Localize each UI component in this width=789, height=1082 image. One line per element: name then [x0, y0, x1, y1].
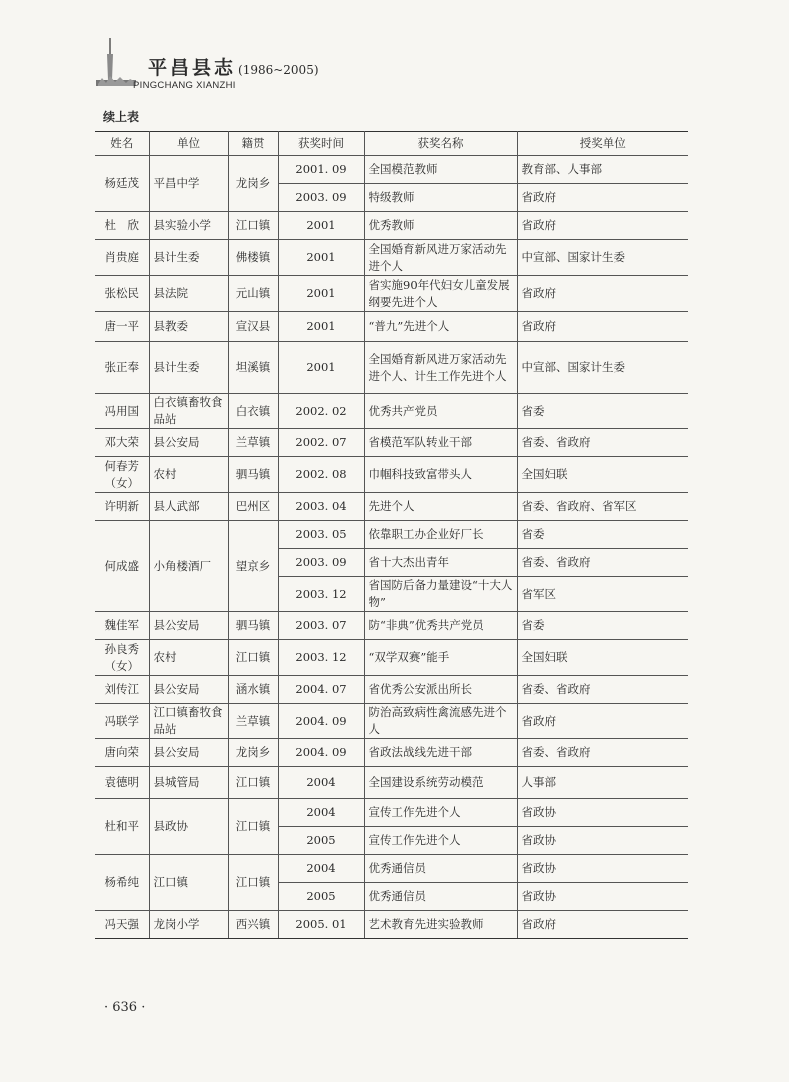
cell-award: 特级教师: [364, 184, 517, 212]
col-header-time: 获奖时间: [278, 132, 364, 156]
cell-award: 省国防后备力量建设“十大人物”: [364, 577, 517, 612]
cell-name: 张正奉: [95, 342, 149, 394]
cell-grantor: 全国妇联: [517, 457, 688, 493]
cell-award: 优秀通信员: [364, 883, 517, 911]
cell-origin: 江口镇: [228, 767, 278, 799]
cell-name: 刘传江: [95, 676, 149, 704]
cell-origin: 白衣镇: [228, 394, 278, 429]
cell-unit: 县教委: [149, 312, 228, 342]
cell-name: 冯用国: [95, 394, 149, 429]
cell-grantor: 省政府: [517, 312, 688, 342]
table-row: [95, 394, 688, 429]
cell-award: 宣传工作先进个人: [364, 799, 517, 827]
table-row: [95, 212, 688, 240]
cell-name: 杨希纯: [95, 855, 149, 911]
cell-unit: 县人武部: [149, 493, 228, 521]
cell-award: 先进个人: [364, 493, 517, 521]
cell-origin: 元山镇: [228, 276, 278, 312]
cell-name: 唐向荣: [95, 739, 149, 767]
cell-unit: 平昌中学: [149, 156, 228, 212]
cell-origin: 宣汉县: [228, 312, 278, 342]
cell-unit: 县公安局: [149, 739, 228, 767]
cell-origin: 涵水镇: [228, 676, 278, 704]
cell-award: 省十大杰出青年: [364, 549, 517, 577]
page-header: [96, 36, 356, 96]
cell-award: 宣传工作先进个人: [364, 827, 517, 855]
table-row: [95, 676, 688, 704]
cell-origin: 江口镇: [228, 212, 278, 240]
table-row: [95, 156, 688, 184]
cell-time: 2004: [278, 855, 364, 883]
cell-origin: 兰草镇: [228, 429, 278, 457]
col-header-award: 获奖名称: [364, 132, 517, 156]
cell-grantor: 中宣部、国家计生委: [517, 240, 688, 276]
cell-award: 艺术教育先进实验教师: [364, 911, 517, 939]
cell-time: 2003. 12: [278, 577, 364, 612]
cell-grantor: 省政协: [517, 799, 688, 827]
cell-name: 孙良秀（女）: [95, 640, 149, 676]
cell-time: 2003. 05: [278, 521, 364, 549]
cell-name: 许明新: [95, 493, 149, 521]
cell-grantor: 省委: [517, 394, 688, 429]
cell-name: 杜 欣: [95, 212, 149, 240]
cell-grantor: 教育部、人事部: [517, 156, 688, 184]
page-number: · 636 ·: [104, 1000, 146, 1015]
cell-grantor: 省政协: [517, 855, 688, 883]
cell-name: 邓大荣: [95, 429, 149, 457]
book-years: (1986~2005): [238, 63, 319, 77]
cell-time: 2004. 09: [278, 739, 364, 767]
cell-origin: 江口镇: [228, 799, 278, 855]
cell-name: 杨廷茂: [95, 156, 149, 212]
cell-grantor: 全国妇联: [517, 640, 688, 676]
table-row: [95, 855, 688, 883]
cell-name: 何春芳（女）: [95, 457, 149, 493]
cell-grantor: 省委: [517, 521, 688, 549]
cell-unit: 江口镇: [149, 855, 228, 911]
cell-grantor: 省政府: [517, 911, 688, 939]
cell-time: 2002. 07: [278, 429, 364, 457]
cell-time: 2003. 09: [278, 184, 364, 212]
cell-unit: 县公安局: [149, 429, 228, 457]
table-header-row: [95, 132, 688, 156]
cell-unit: 白衣镇畜牧食品站: [149, 394, 228, 429]
cell-award: 优秀通信员: [364, 855, 517, 883]
cell-unit: 县公安局: [149, 676, 228, 704]
cell-grantor: 省政协: [517, 827, 688, 855]
col-header-grantor: 授奖单位: [517, 132, 688, 156]
cell-time: 2004. 09: [278, 704, 364, 739]
cell-grantor: 人事部: [517, 767, 688, 799]
table-row: [95, 429, 688, 457]
cell-name: 何成盛: [95, 521, 149, 612]
cell-time: 2001: [278, 312, 364, 342]
cell-unit: 小角楼酒厂: [149, 521, 228, 612]
cell-origin: 兰草镇: [228, 704, 278, 739]
cell-grantor: 省委、省政府: [517, 429, 688, 457]
tower-logo-icon: [96, 36, 136, 92]
cell-award: 省模范军队转业干部: [364, 429, 517, 457]
table-row: [95, 612, 688, 640]
cell-time: 2003. 04: [278, 493, 364, 521]
book-title-en: PINGCHANG XIANZHI: [133, 80, 236, 91]
cell-time: 2004: [278, 767, 364, 799]
cell-award: “普九”先进个人: [364, 312, 517, 342]
cell-grantor: 省委、省政府: [517, 739, 688, 767]
cell-name: 冯联学: [95, 704, 149, 739]
table-caption: 续上表: [103, 110, 140, 124]
table-row: [95, 342, 688, 394]
table-row: [95, 457, 688, 493]
cell-grantor: 省委、省政府: [517, 676, 688, 704]
cell-award: 省政法战线先进干部: [364, 739, 517, 767]
cell-time: 2005. 01: [278, 911, 364, 939]
col-header-unit: 单位: [149, 132, 228, 156]
cell-grantor: 省政协: [517, 883, 688, 911]
cell-award: 巾帼科技致富带头人: [364, 457, 517, 493]
cell-origin: 坦溪镇: [228, 342, 278, 394]
cell-unit: 县城管局: [149, 767, 228, 799]
table-row: [95, 911, 688, 939]
cell-grantor: 省政府: [517, 276, 688, 312]
cell-award: 防治高致病性禽流感先进个人: [364, 704, 517, 739]
cell-grantor: 省政府: [517, 212, 688, 240]
cell-name: 袁德明: [95, 767, 149, 799]
cell-name: 冯天强: [95, 911, 149, 939]
cell-time: 2001: [278, 342, 364, 394]
cell-time: 2001: [278, 276, 364, 312]
cell-unit: 农村: [149, 640, 228, 676]
book-title: 平昌县志 (1986~2005): [148, 57, 319, 79]
cell-unit: 龙岗小学: [149, 911, 228, 939]
cell-grantor: 省委、省政府: [517, 549, 688, 577]
cell-unit: 农村: [149, 457, 228, 493]
col-header-name: 姓名: [95, 132, 149, 156]
cell-name: 杜和平: [95, 799, 149, 855]
cell-origin: 西兴镇: [228, 911, 278, 939]
awards-table: [95, 131, 688, 939]
cell-name: 唐一平: [95, 312, 149, 342]
cell-unit: 县政协: [149, 799, 228, 855]
cell-award: 省优秀公安派出所长: [364, 676, 517, 704]
cell-award: 依靠职工办企业好厂长: [364, 521, 517, 549]
cell-name: 魏佳军: [95, 612, 149, 640]
cell-grantor: 省军区: [517, 577, 688, 612]
cell-origin: 佛楼镇: [228, 240, 278, 276]
cell-unit: 县法院: [149, 276, 228, 312]
cell-name: 张松民: [95, 276, 149, 312]
table-row: [95, 276, 688, 312]
cell-time: 2004: [278, 799, 364, 827]
table-row: [95, 739, 688, 767]
cell-award: 全国婚育新风进万家活动先进个人: [364, 240, 517, 276]
cell-time: 2005: [278, 883, 364, 911]
cell-time: 2002. 02: [278, 394, 364, 429]
cell-award: 全国婚育新风进万家活动先进个人、计生工作先进个人: [364, 342, 517, 394]
cell-unit: 县公安局: [149, 612, 228, 640]
cell-award: “双学双赛”能手: [364, 640, 517, 676]
table-row: [95, 640, 688, 676]
cell-award: 省实施90年代妇女儿童发展纲要先进个人: [364, 276, 517, 312]
cell-grantor: 省委: [517, 612, 688, 640]
cell-origin: 巴州区: [228, 493, 278, 521]
cell-time: 2003. 09: [278, 549, 364, 577]
cell-origin: 驷马镇: [228, 612, 278, 640]
cell-grantor: 中宣部、国家计生委: [517, 342, 688, 394]
cell-time: 2003. 12: [278, 640, 364, 676]
cell-time: 2004. 07: [278, 676, 364, 704]
col-header-origin: 籍贯: [228, 132, 278, 156]
cell-origin: 江口镇: [228, 640, 278, 676]
cell-origin: 望京乡: [228, 521, 278, 612]
cell-name: 肖贵庭: [95, 240, 149, 276]
cell-time: 2005: [278, 827, 364, 855]
table-row: [95, 704, 688, 739]
cell-award: 防“非典”优秀共产党员: [364, 612, 517, 640]
cell-unit: 县实验小学: [149, 212, 228, 240]
cell-time: 2001: [278, 240, 364, 276]
table-row: [95, 521, 688, 549]
cell-award: 优秀共产党员: [364, 394, 517, 429]
cell-unit: 江口镇畜牧食品站: [149, 704, 228, 739]
cell-time: 2003. 07: [278, 612, 364, 640]
cell-origin: 龙岗乡: [228, 739, 278, 767]
cell-time: 2001. 09: [278, 156, 364, 184]
cell-award: 全国模范教师: [364, 156, 517, 184]
table-body: [95, 156, 688, 939]
table-row: [95, 240, 688, 276]
cell-award: 全国建设系统劳动模范: [364, 767, 517, 799]
cell-time: 2002. 08: [278, 457, 364, 493]
cell-grantor: 省政府: [517, 704, 688, 739]
cell-time: 2001: [278, 212, 364, 240]
table-row: [95, 767, 688, 799]
cell-grantor: 省委、省政府、省军区: [517, 493, 688, 521]
cell-unit: 县计生委: [149, 240, 228, 276]
table-row: [95, 493, 688, 521]
cell-award: 优秀教师: [364, 212, 517, 240]
table-row: [95, 312, 688, 342]
cell-origin: 江口镇: [228, 855, 278, 911]
table-row: [95, 799, 688, 827]
cell-unit: 县计生委: [149, 342, 228, 394]
cell-grantor: 省政府: [517, 184, 688, 212]
cell-origin: 驷马镇: [228, 457, 278, 493]
cell-origin: 龙岗乡: [228, 156, 278, 212]
